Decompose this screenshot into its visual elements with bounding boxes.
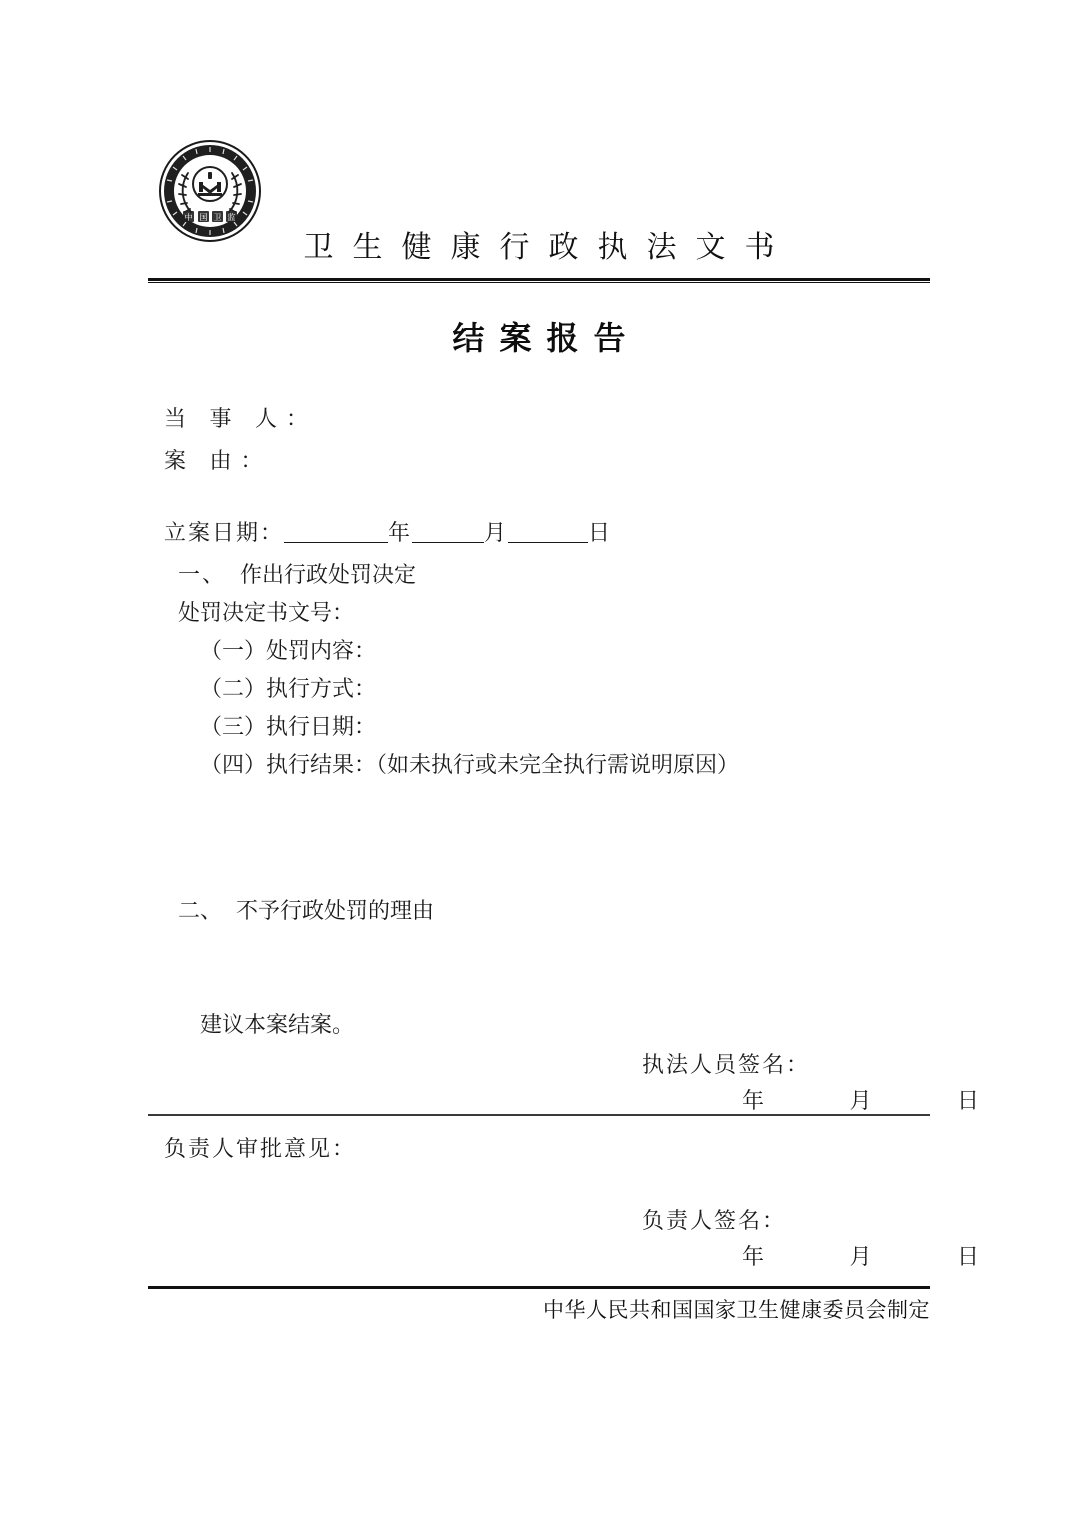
filing-date-month-blank[interactable] — [412, 542, 484, 543]
section-one-heading — [178, 560, 948, 590]
party-field-label: 当 事 人： — [164, 406, 318, 431]
chief-signature-date-line: 年 月 日 — [742, 1244, 1020, 1269]
filing-date-day-blank[interactable] — [508, 542, 588, 543]
penalty-decision-number-label: 处罚决定书文号： — [178, 600, 355, 625]
section-one-item-4: （四）执行结果：（如未执行或未完全执行需说明原因） — [200, 752, 740, 777]
svg-text:卫: 卫 — [213, 213, 222, 222]
closing-suggestion-text: 建议本案结案。 — [200, 1012, 355, 1037]
filing-date-field — [164, 518, 934, 548]
section-two-title: 不予行政处罚的理由 — [236, 898, 435, 923]
header-divider-rule — [148, 278, 930, 283]
section-two-number: 二、 — [178, 898, 223, 923]
section-one-item-3: （三）执行日期： — [200, 714, 377, 739]
cause-field-label: 案 由： — [164, 448, 272, 473]
officer-signature-label: 执法人员签名： — [642, 1052, 811, 1077]
filing-date-month-unit: 月 — [484, 520, 509, 545]
approval-opinion-label: 负责人审批意见： — [164, 1136, 357, 1161]
svg-text:中: 中 — [184, 213, 193, 222]
filing-date-day-unit: 日 — [588, 520, 613, 545]
filing-date-label: 立案日期： — [164, 520, 285, 545]
section-two-heading — [178, 896, 948, 926]
chief-signature-label: 负责人签名： — [642, 1208, 787, 1233]
svg-text:国: 国 — [199, 213, 208, 222]
footer-divider-rule — [148, 1286, 930, 1289]
svg-text:监: 监 — [227, 213, 236, 222]
section-one-title: 作出行政处罚决定 — [240, 562, 417, 587]
filing-date-year-unit: 年 — [388, 520, 413, 545]
section-one-item-2: （二）执行方式： — [200, 676, 377, 701]
filing-date-year-blank[interactable] — [284, 542, 388, 543]
officer-signature-date-line: 年 月 日 — [742, 1088, 1020, 1113]
issuing-authority-note: 中华人民共和国国家卫生健康委员会制定 — [543, 1298, 930, 1322]
signature-section-divider-rule — [148, 1114, 930, 1116]
document-type-title: 卫生健康行政执法文书 — [303, 231, 794, 264]
page-title: 结案报告 — [452, 319, 641, 357]
section-one-item-1: （一）处罚内容： — [200, 638, 377, 663]
section-one-number: 一、 — [178, 562, 227, 587]
